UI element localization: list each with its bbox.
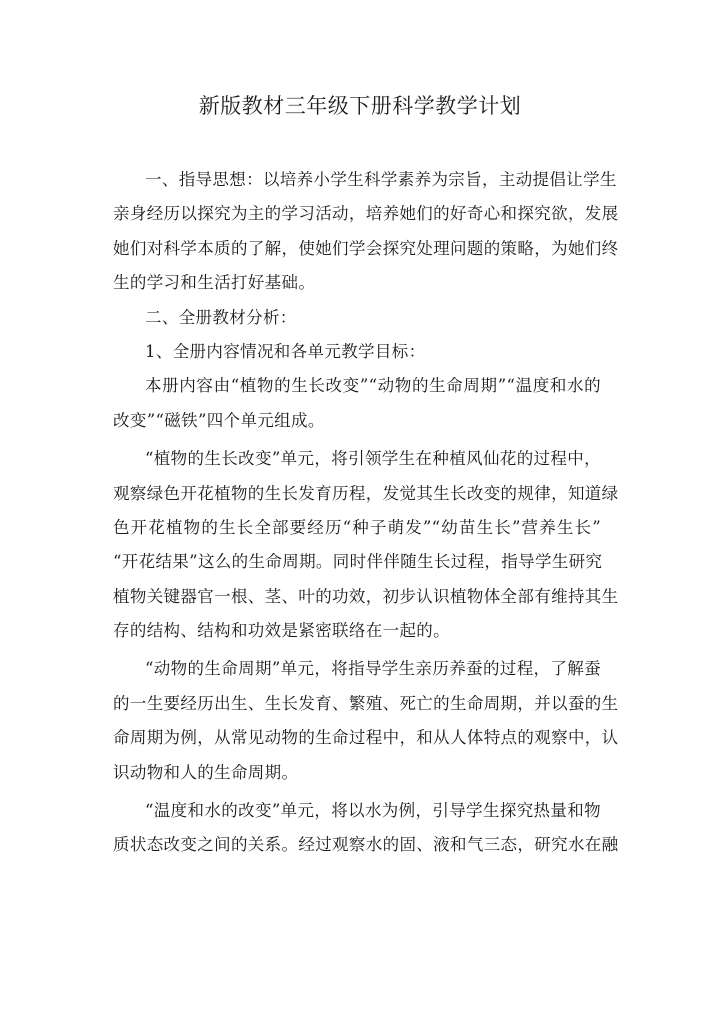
subsection-heading: 1、全册内容情况和各单元教学目标：	[145, 341, 426, 361]
section-heading: 二、全册教材分析：	[145, 307, 297, 327]
document-body	[113, 163, 619, 863]
paragraph-line: 改变”“磁铁”四个单元组成。	[113, 410, 325, 430]
paragraph-line: “开花结果”这么的生命周期。同时伴伴随生长过程，指导学生研究	[113, 552, 603, 572]
paragraph-line: “动物的生命周期”单元，将指导学生亲历养蚕的过程，了解蚕	[145, 659, 601, 679]
paragraph-line: “植物的生长改变”单元，将引领学生在种植风仙花的过程中，	[145, 449, 601, 469]
paragraph-line: 亲身经历以探究为主的学习活动，培养她们的好奇心和探究欲，发展	[113, 204, 619, 224]
paragraph-line: 命周期为例，从常见动物的生命过程中，和从人体特点的观察中，认	[113, 728, 619, 748]
page-title: 新版教材三年级下册科学教学计划	[198, 94, 522, 118]
paragraph-line: 观察绿色开花植物的生长发育历程，发觉其生长改变的规律，知道绿	[113, 483, 619, 503]
paragraph-line: 本册内容由“植物的生长改变”“动物的生命周期”“温度和水的	[145, 376, 601, 396]
paragraph-line: 生的学习和生活打好基础。	[113, 273, 316, 293]
paragraph-line: 识动物和人的生命周期。	[113, 762, 299, 782]
paragraph-line: 色开花植物的生长全部要经历“种子萌发”“幼苗生长”营养生长”	[113, 517, 601, 537]
paragraph-line: 植物关键器官一根、茎、叶的功效，初步认识植物体全部有维持其生	[113, 586, 619, 606]
paragraph-line: 存的结构、结构和功效是紧密联络在一起的。	[113, 621, 450, 641]
paragraph-line: 的一生要经历出生、生长发育、繁殖、死亡的生命周期，并以蚕的生	[113, 693, 619, 713]
paragraph-line: “温度和水的改变”单元，将以水为例，引导学生探究热量和物	[145, 801, 601, 821]
paragraph-line: 她们对科学本质的了解，使她们学会探究处理问题的策略，为她们终	[113, 238, 619, 258]
paragraph-line: 质状态改变之间的关系。经过观察水的固、液和气三态，研究水在融	[113, 835, 619, 855]
paragraph-line: 一、指导思想：以培养小学生科学素养为宗旨，主动提倡让学生	[145, 170, 617, 189]
